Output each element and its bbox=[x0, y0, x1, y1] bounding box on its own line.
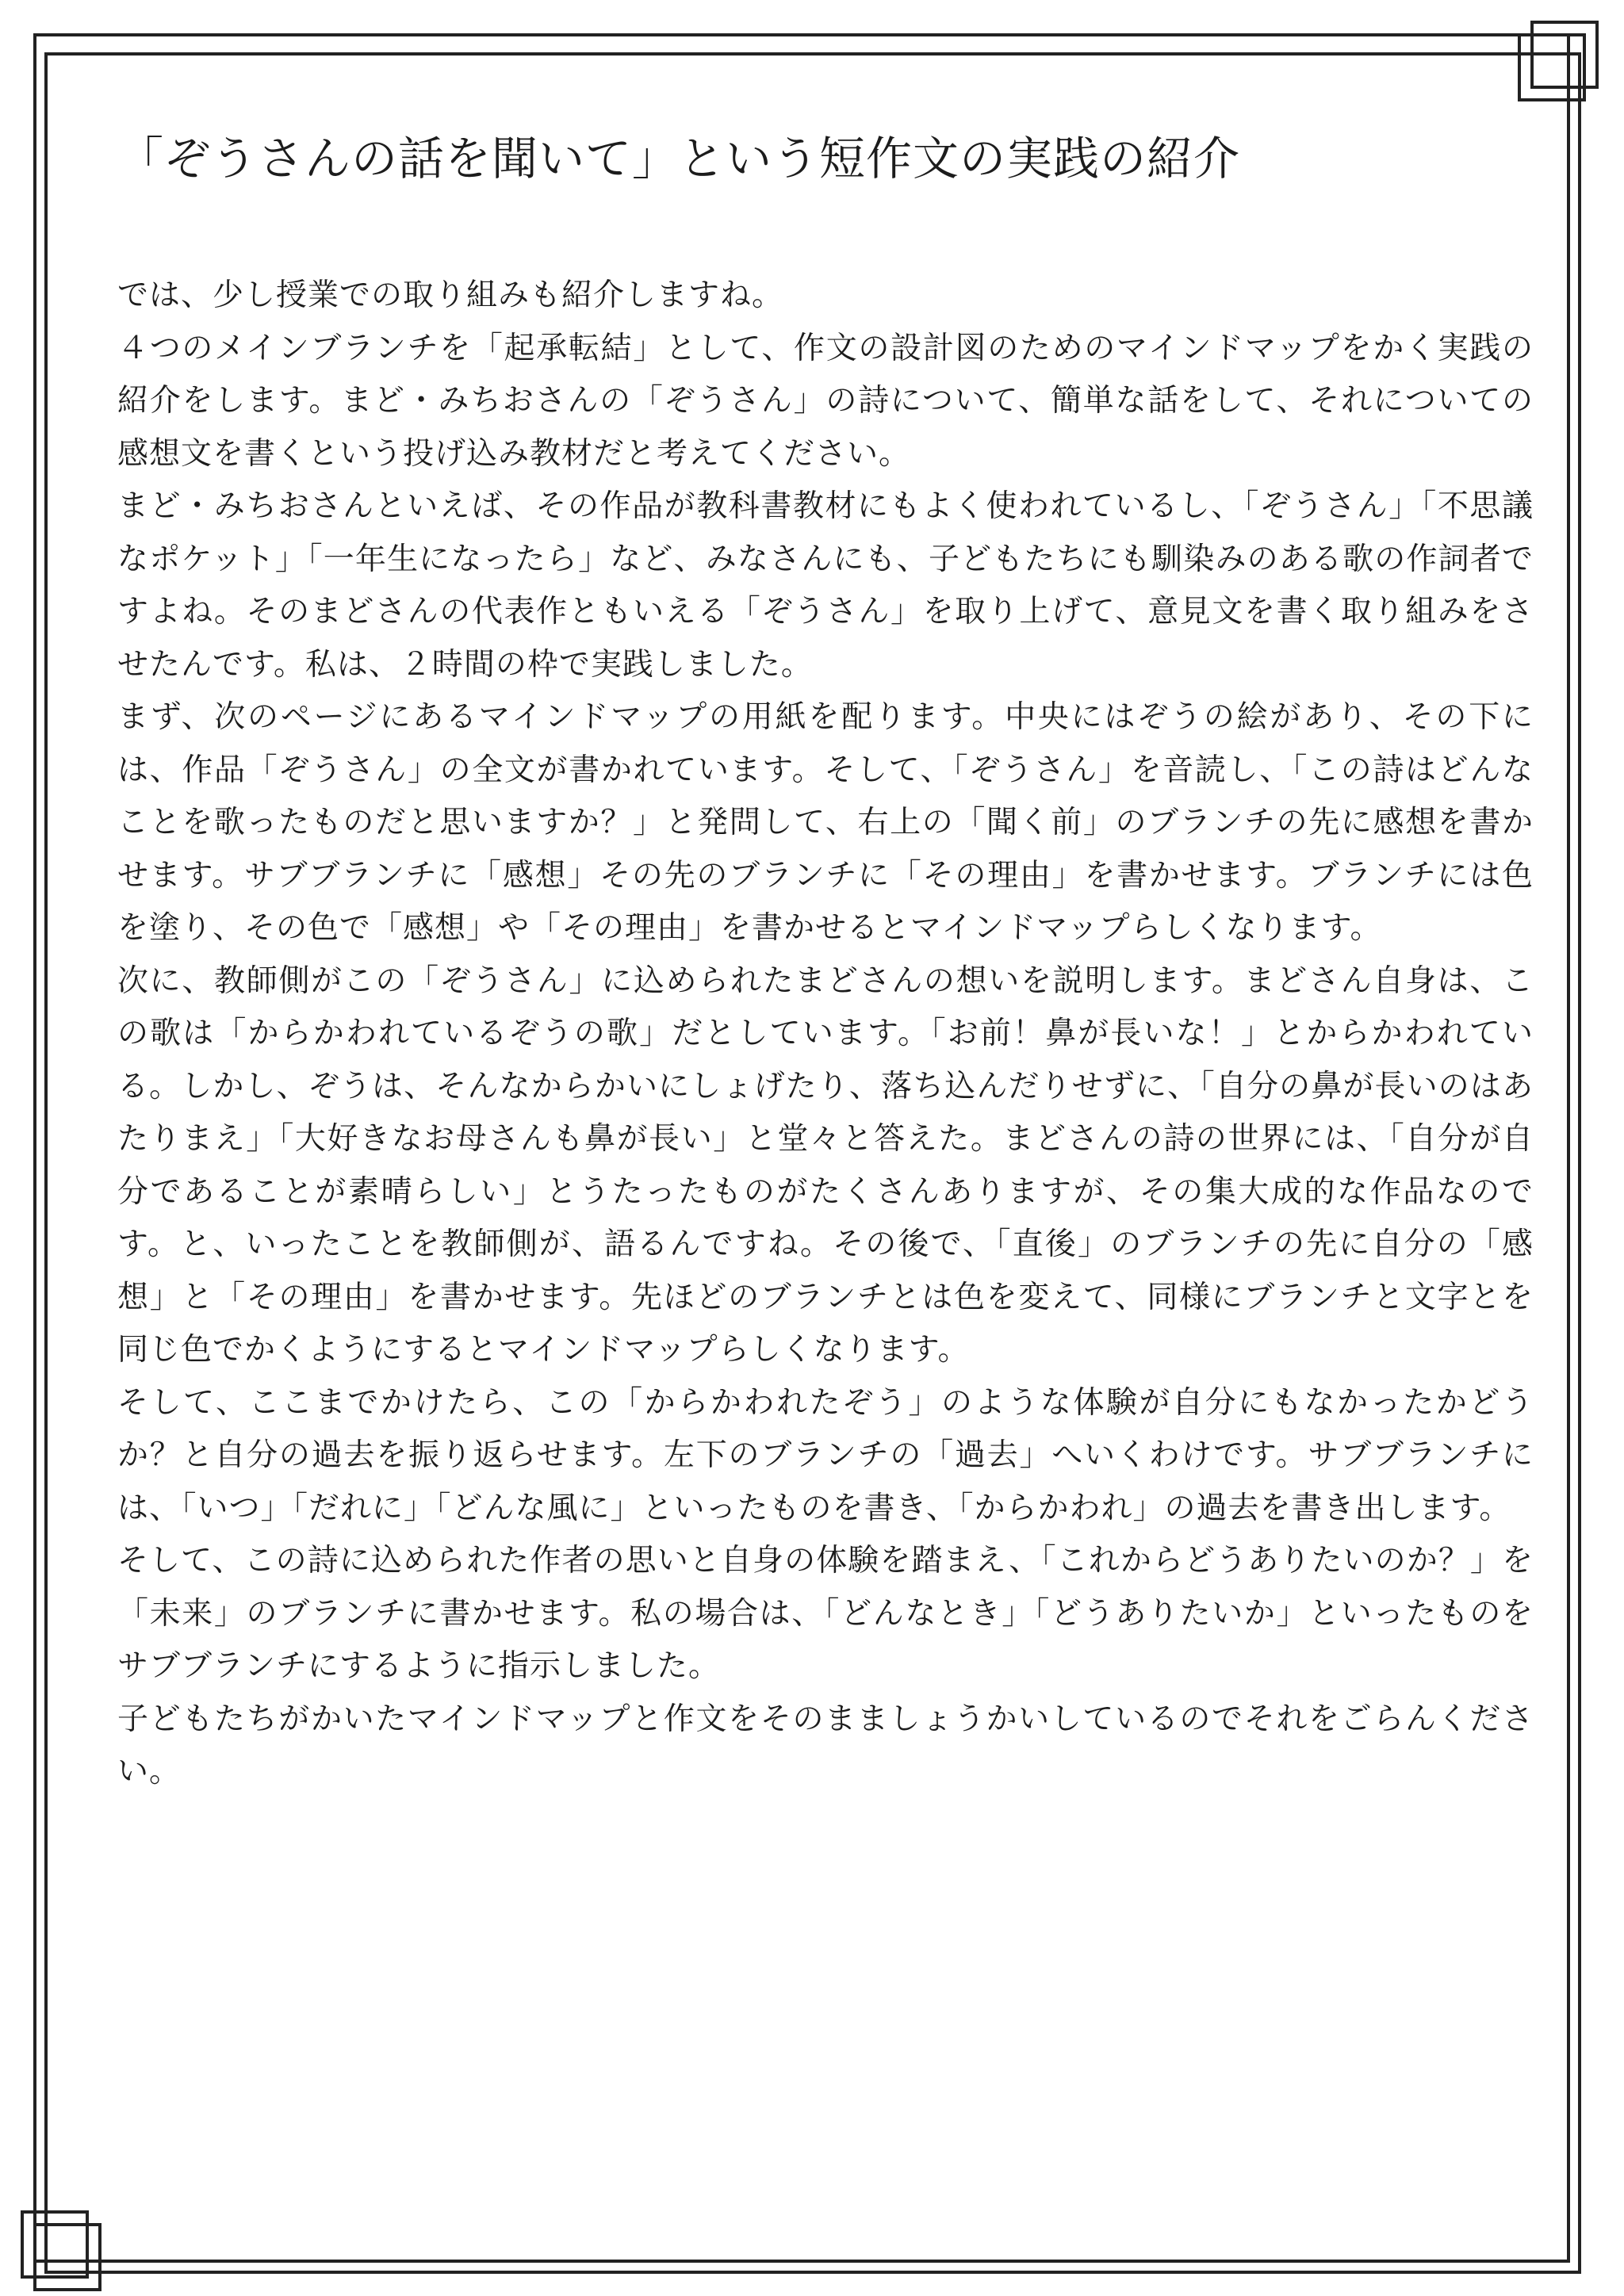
corner-square-bottom-left-b bbox=[33, 2223, 102, 2291]
paragraph-background: まど・みちおさんといえば、その作品が教科書教材にもよく使われているし、「ぞうさん」「不思議なポケット」「一年生になったら」など、みなさんにも、子どもたちにも馴染みのある歌の作詞者ですよね。そのまどさんの代表作ともいえる「ぞうさん」を取り上げて、意見文を書く取り組みをさせたんです。私は、２時間の枠で実践しました。 bbox=[117, 488, 1534, 683]
paragraph-step-after: 次に、教師側がこの「ぞうさん」に込められたまどさんの想いを説明します。まどさん自身は、この歌は「からかわれているぞうの歌」だとしています。「お前！鼻が長いな！」とからかわれている。しかし、ぞうは、そんなからかいにしょげたり、落ち込んだりせずに、「自分の鼻が長いのはあたりまえ」「大好きなお母さんも鼻が長い」と堂々と答えた。まどさんの詩の世界には、「自分が自分であることが素晴らしい」とうたったものがたくさんありますが、その集大成的な作品なのです。と、いったことを教師側が、語るんですね。その後で、「直後」のブランチの先に自分の「感想」と「その理由」を書かせます。先ほどのブランチとは色を変えて、同様にブランチと文字とを同じ色でかくようにするとマインドマップらしくなります。 bbox=[117, 962, 1534, 1368]
paragraph-intro: では、少し授業での取り組みも紹介しますね。 bbox=[117, 277, 784, 313]
corner-square-top-right-b bbox=[1518, 33, 1586, 101]
paragraph-step-past: そして、ここまでかけたら、この「からかわれたぞう」のような体験が自分にもなかったかどうか？と自分の過去を振り返らせます。左下のブランチの「過去」へいくわけです。サブブランチには、「いつ」「だれに」「どんな風に」といったものを書き、「からかわれ」の過去を書き出します。 bbox=[117, 1384, 1534, 1526]
body-text bbox=[117, 270, 1534, 1799]
paragraph-closing: 子どもたちがかいたマインドマップと作文をそのまましょうかいしているのでそれをごらんください。 bbox=[117, 1701, 1534, 1789]
paragraph-step-before: まず、次のページにあるマインドマップの用紙を配ります。中央にはぞうの絵があり、その下には、作品「ぞうさん」の全文が書かれています。そして、「ぞうさん」を音読し、「この詩はどんなことを歌ったものだと思いますか？」と発問して、右上の「聞く前」のブランチの先に感想を書かせます。サブブランチに「感想」その先のブランチに「その理由」を書かせます。ブランチには色を塗り、その色で「感想」や「その理由」を書かせるとマインドマップらしくなります。 bbox=[117, 699, 1534, 946]
paragraph-overview: ４つのメインブランチを「起承転結」として、作文の設計図のためのマインドマップをかく実践の紹介をします。まど・みちおさんの「ぞうさん」の詩について、簡単な話をして、それについての感想文を書くという投げ込み教材だと考えてください。 bbox=[117, 330, 1534, 472]
paragraph-step-future: そして、この詩に込められた作者の思いと自身の体験を踏まえ、「これからどうありたいのか？」を「未来」のブランチに書かせます。私の場合は、「どんなとき」「どうありたいか」といったものをサブブランチにするように指示しました。 bbox=[117, 1543, 1534, 1684]
page-title: 「ぞうさんの話を聞いて」という短作文の実践の紹介 bbox=[117, 132, 1241, 186]
